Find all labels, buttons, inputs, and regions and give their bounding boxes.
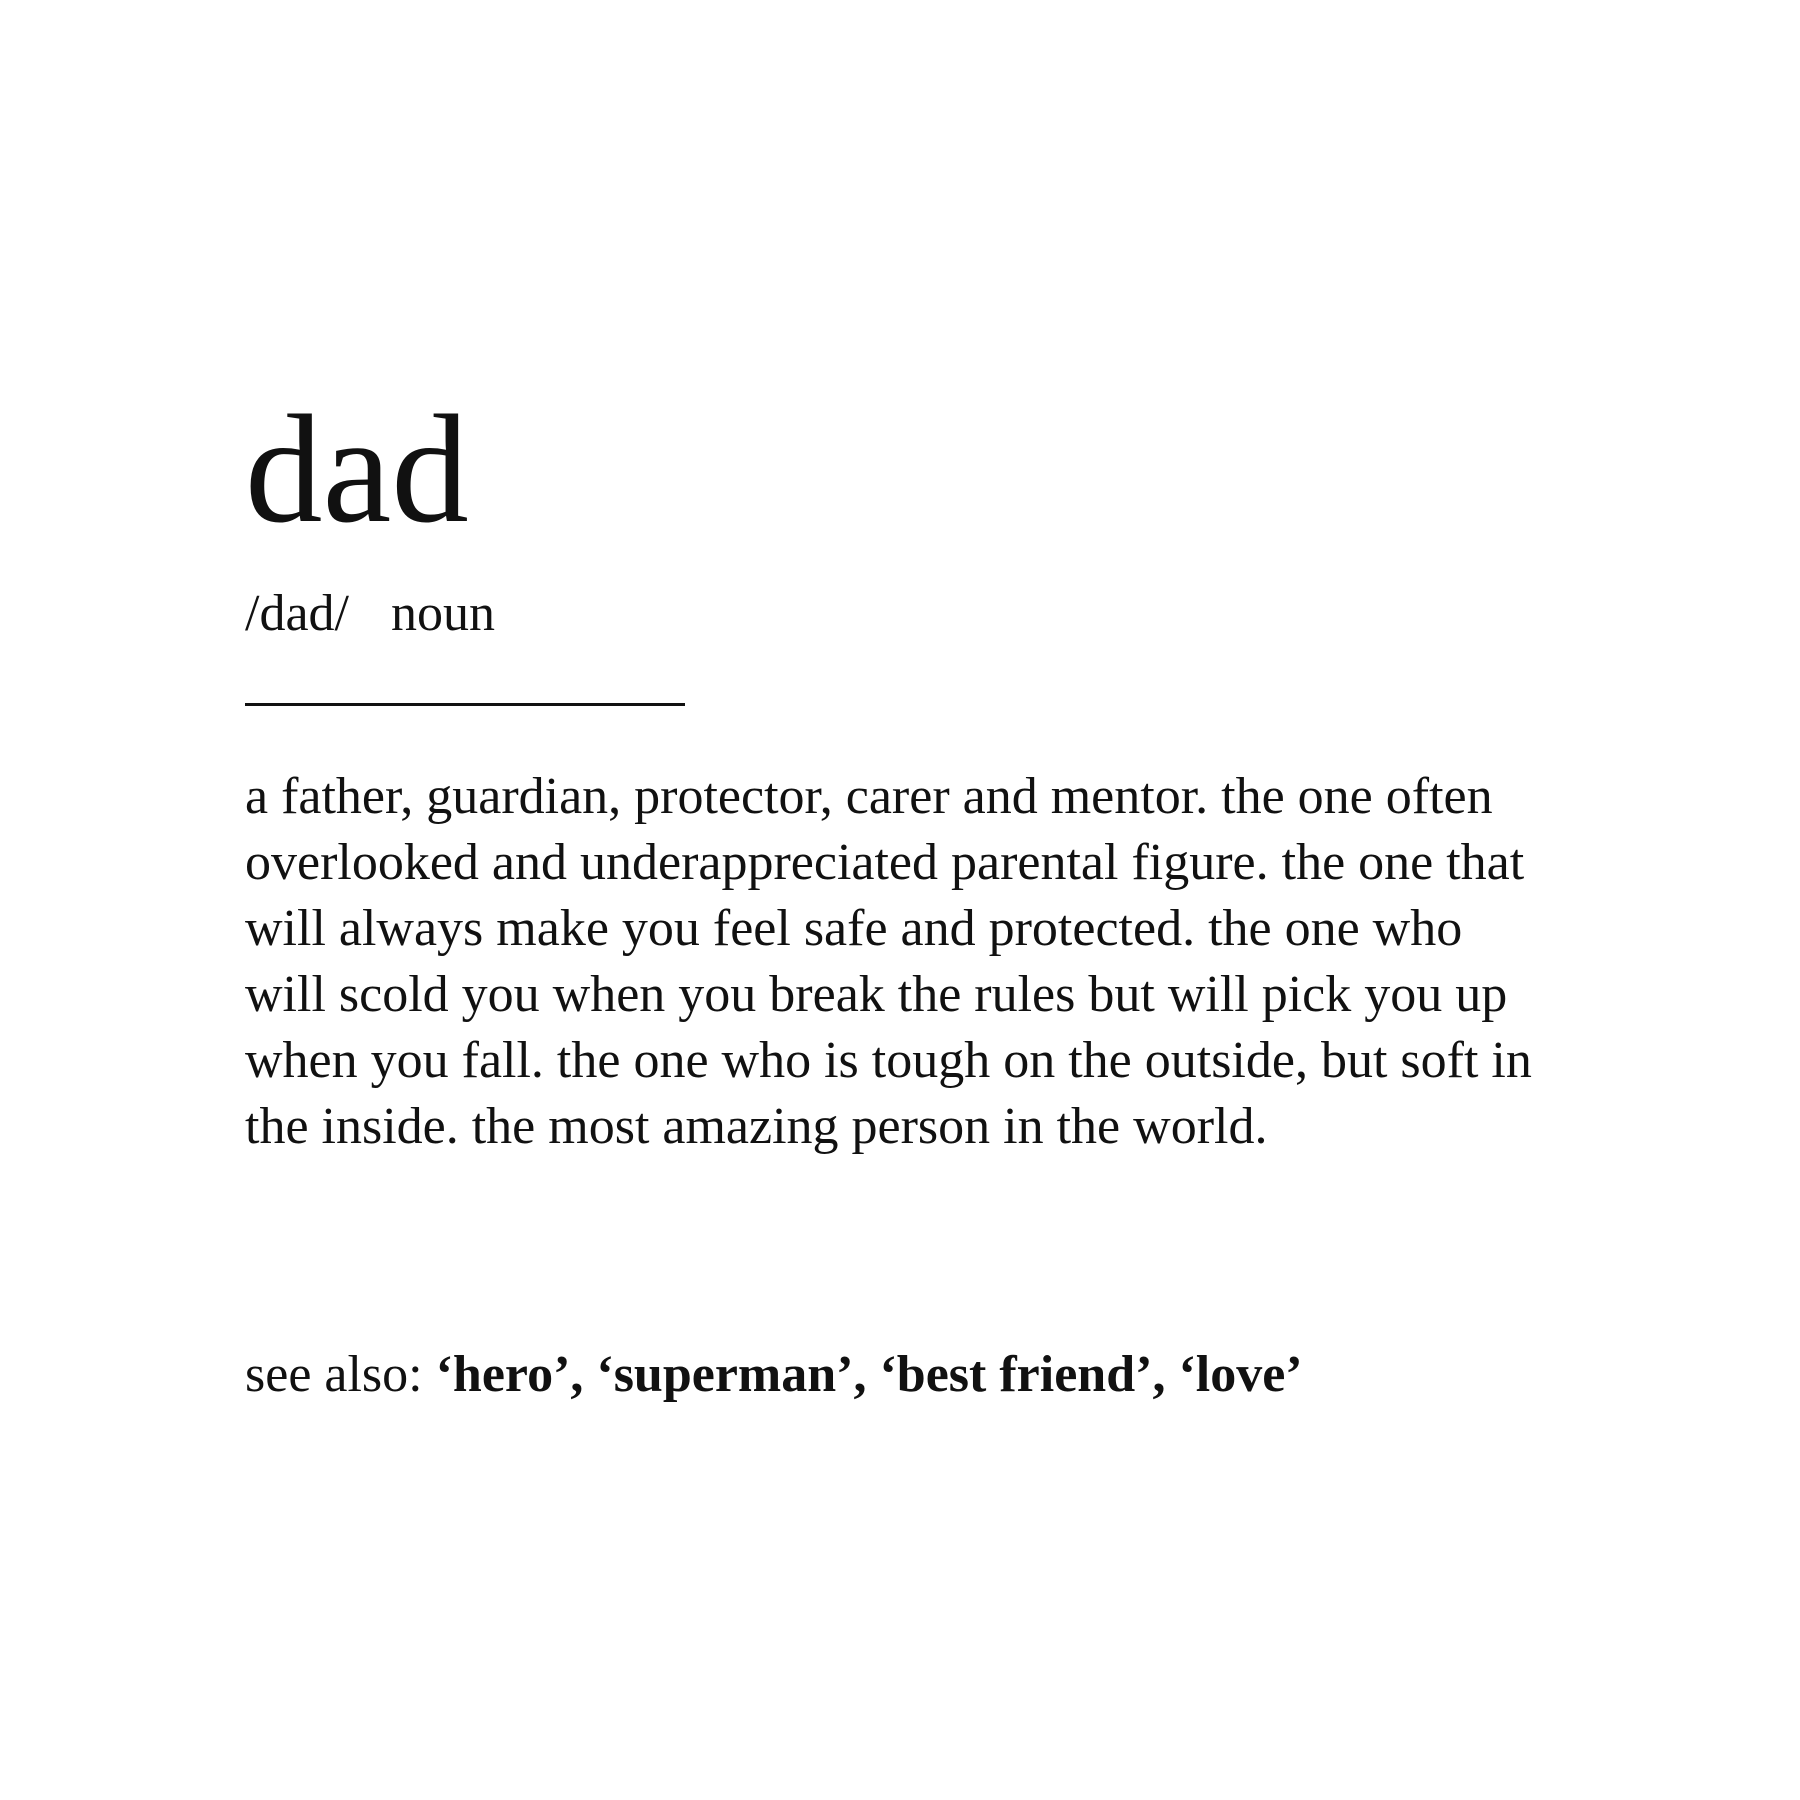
pronunciation-line <box>245 585 495 642</box>
definition-line: will always make you feel safe and protected. the one who <box>245 900 1463 957</box>
definition-line: when you fall. the one who is tough on the outside, but soft in <box>245 1032 1532 1089</box>
see-also-label: see also: <box>245 1346 436 1403</box>
definition-paragraph <box>245 764 1565 1160</box>
pronunciation: /dad/ <box>245 585 349 642</box>
definition-line: a father, guardian, protector, carer and mentor. the one often <box>245 768 1493 825</box>
definition-line: will scold you when you break the rules but will pick you up <box>245 966 1508 1023</box>
definition-line: overlooked and underappreciated parental figure. the one that <box>245 834 1525 891</box>
definition-line: the inside. the most amazing person in the world. <box>245 1098 1268 1155</box>
word-title: dad <box>245 383 469 555</box>
part-of-speech: noun <box>390 585 495 642</box>
see-also-terms: ‘hero’, ‘superman’, ‘best friend’, ‘love’ <box>435 1346 1303 1403</box>
divider-rule <box>245 703 685 706</box>
see-also-line <box>245 1346 1303 1403</box>
